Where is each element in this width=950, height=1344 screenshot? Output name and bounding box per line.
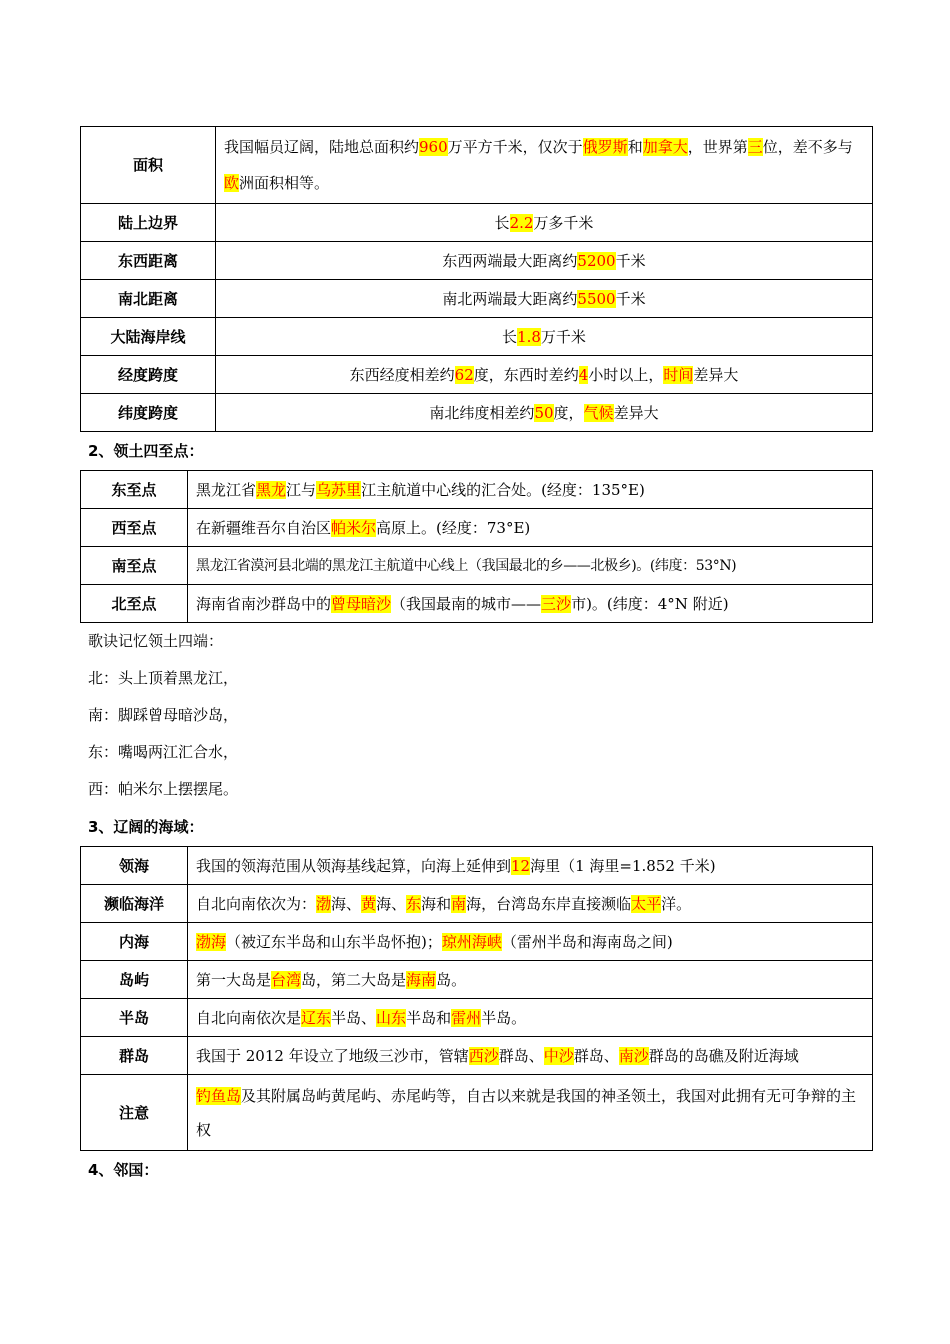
text-segment: 度，东西时差约	[473, 365, 579, 384]
text-segment: 南北两端最大距离约	[442, 289, 578, 308]
row-label: 面积	[81, 127, 216, 204]
table-row	[81, 923, 873, 961]
highlighted-keyword: 三	[747, 138, 763, 156]
text-segment: 长	[502, 327, 518, 346]
row-label: 岛屿	[81, 961, 188, 999]
highlighted-keyword: 加拿大	[642, 138, 688, 156]
text-segment: 我国的领海范围从领海基线起算，向海上延伸到	[196, 856, 512, 875]
text-segment: 第一大岛是	[196, 970, 272, 989]
highlighted-keyword: 50	[534, 403, 554, 422]
section-heading-sea: 3、辽阔的海域：	[88, 818, 204, 836]
row-label: 陆上边界	[81, 204, 216, 242]
text-segment: 群岛、	[573, 1046, 619, 1065]
mnemonic-line: 东：嘴喝两江汇合水，	[88, 743, 239, 761]
highlighted-keyword: 气候	[583, 403, 614, 422]
highlighted-keyword: 西沙	[468, 1046, 499, 1065]
text-segment: 位，差不多与	[762, 138, 853, 156]
text-segment: 海、	[331, 894, 362, 913]
table-row	[81, 1075, 873, 1151]
row-label: 半岛	[81, 999, 188, 1037]
text-segment: 我国幅员辽阔，陆地总面积约	[224, 138, 420, 156]
text-segment: 东西两端最大距离约	[442, 251, 578, 270]
table-row	[81, 280, 873, 318]
highlighted-keyword: 黄	[361, 894, 377, 913]
row-content	[216, 204, 873, 242]
mnemonic-line: 北：头上顶着黑龙江，	[88, 669, 239, 687]
row-label: 群岛	[81, 1037, 188, 1075]
highlighted-keyword: 山东	[376, 1008, 407, 1027]
text-segment: 海里（1 海里=1.852 千米)	[530, 856, 716, 875]
text-segment: 半岛和	[406, 1008, 452, 1027]
row-content	[188, 923, 873, 961]
table-row	[81, 585, 873, 623]
text-segment: 群岛的岛礁及附近海域	[648, 1046, 799, 1065]
highlighted-keyword: 12	[511, 856, 531, 875]
text-segment: （雷州半岛和海南岛之间)	[501, 932, 673, 951]
highlighted-keyword: 南	[451, 894, 467, 913]
text-segment: （被辽东半岛和山东半岛怀抱)；	[226, 932, 442, 951]
highlighted-keyword: 5200	[577, 251, 616, 270]
highlighted-keyword: 琼州海峡	[441, 932, 502, 951]
text-segment: 千米	[615, 289, 646, 308]
highlighted-keyword: 1.8	[517, 327, 541, 346]
text-segment: 海、	[376, 894, 407, 913]
row-content	[188, 547, 873, 585]
text-segment: 东西经度相差约	[349, 365, 455, 384]
row-content	[216, 318, 873, 356]
sea-table	[80, 846, 873, 1151]
text-segment: 江主航道中心线的汇合处。(经度：135°E)	[361, 480, 645, 499]
row-label: 南至点	[81, 547, 188, 585]
row-label: 西至点	[81, 509, 188, 547]
row-content	[188, 999, 873, 1037]
table-row	[81, 885, 873, 923]
text-segment: 和	[627, 138, 643, 156]
row-content	[188, 885, 873, 923]
highlighted-keyword: 渤	[316, 894, 332, 913]
row-content	[188, 471, 873, 509]
row-content	[216, 356, 873, 394]
highlighted-keyword: 2.2	[509, 213, 534, 232]
text-segment: 及其附属岛屿黄尾屿、赤尾屿等，自古以来就是我国的神圣领土，我国对此拥有无可争辩的主权	[196, 1086, 857, 1139]
table-row	[81, 356, 873, 394]
highlighted-keyword: 62	[454, 365, 474, 384]
row-label: 濒临海洋	[81, 885, 188, 923]
row-content	[188, 847, 873, 885]
highlighted-keyword: 5500	[577, 289, 616, 308]
highlighted-keyword: 钓鱼岛	[196, 1086, 242, 1105]
text-segment: 黑龙江省漠河县北端的黑龙江主航道中心线上（我国最北的乡——北极乡)。(纬度：53°N)	[196, 557, 737, 574]
mnemonic-block	[80, 623, 873, 808]
table-row	[81, 242, 873, 280]
table-row	[81, 204, 873, 242]
table-row	[81, 847, 873, 885]
row-label: 南北距离	[81, 280, 216, 318]
text-segment: 差异大	[613, 403, 659, 422]
text-segment: 万千米	[540, 327, 586, 346]
highlighted-keyword: 雷州	[451, 1008, 482, 1027]
mnemonic-line: 南：脚踩曾母暗沙岛，	[88, 706, 239, 724]
text-segment: 洲面积相等。	[239, 174, 330, 192]
text-segment: 小时以上，	[588, 365, 664, 384]
highlighted-keyword: 太平	[631, 894, 662, 913]
highlighted-keyword: 东	[406, 894, 422, 913]
highlighted-keyword: 4	[578, 365, 589, 384]
text-segment: 海，台湾岛东岸直接濒临	[466, 894, 632, 913]
table-row	[81, 961, 873, 999]
row-content	[188, 1075, 873, 1151]
highlighted-keyword: 中沙	[543, 1046, 574, 1065]
row-label: 东至点	[81, 471, 188, 509]
highlighted-keyword: 渤海	[196, 932, 227, 951]
highlighted-keyword: 帕米尔	[331, 518, 377, 537]
text-segment: 海和	[421, 894, 452, 913]
text-segment: 半岛、	[331, 1008, 377, 1027]
row-content	[188, 1037, 873, 1075]
row-content	[188, 961, 873, 999]
row-label: 纬度跨度	[81, 394, 216, 432]
row-label: 领海	[81, 847, 188, 885]
text-segment: 自北向南依次是	[196, 1008, 302, 1027]
highlighted-keyword: 欧	[224, 174, 240, 192]
row-content	[188, 585, 873, 623]
text-segment: 自北向南依次为：	[196, 894, 317, 913]
row-label: 大陆海岸线	[81, 318, 216, 356]
mnemonic-title: 歌诀记忆领土四端：	[88, 632, 224, 650]
text-segment: 我国于 2012 年设立了地级三沙市，管辖	[196, 1046, 469, 1065]
text-segment: ，世界第	[687, 138, 748, 156]
highlighted-keyword: 三沙	[541, 594, 572, 613]
table-row	[81, 999, 873, 1037]
text-segment: 南北纬度相差约	[429, 403, 535, 422]
table-row	[81, 318, 873, 356]
area-table	[80, 126, 873, 432]
text-segment: 江与	[286, 480, 317, 499]
highlighted-keyword: 黑龙	[256, 480, 287, 499]
text-segment: 长	[494, 213, 510, 232]
highlighted-keyword: 乌苏里	[316, 480, 362, 499]
row-label: 注意	[81, 1075, 188, 1151]
text-segment: 万多千米	[533, 213, 594, 232]
text-segment: 在新疆维吾尔自治区	[196, 518, 332, 537]
table-row	[81, 509, 873, 547]
text-segment: 高原上。(经度：73°E)	[376, 518, 531, 537]
row-content	[216, 394, 873, 432]
table-row	[81, 394, 873, 432]
text-segment: （我国最南的城市——	[391, 594, 542, 613]
row-content	[216, 127, 873, 204]
text-segment: 岛，第二大岛是	[301, 970, 407, 989]
document-page	[80, 126, 873, 1189]
highlighted-keyword: 海南	[406, 970, 437, 989]
row-content	[188, 509, 873, 547]
text-segment: 黑龙江省	[196, 480, 257, 499]
highlighted-keyword: 南沙	[618, 1046, 649, 1065]
table-row	[81, 1037, 873, 1075]
text-segment: 千米	[615, 251, 646, 270]
text-segment: 度，	[553, 403, 584, 422]
row-label: 东西距离	[81, 242, 216, 280]
table-row	[81, 547, 873, 585]
extremes-table	[80, 470, 873, 623]
highlighted-keyword: 台湾	[271, 970, 302, 989]
section-heading-neighbors: 4、邻国：	[88, 1161, 159, 1179]
row-content	[216, 280, 873, 318]
row-label: 经度跨度	[81, 356, 216, 394]
mnemonic-line: 西：帕米尔上摆摆尾。	[88, 780, 239, 798]
highlighted-keyword: 960	[419, 138, 448, 156]
highlighted-keyword: 辽东	[301, 1008, 332, 1027]
text-segment: 万平方千米，仅次于	[447, 138, 583, 156]
row-label: 内海	[81, 923, 188, 961]
text-segment: 差异大	[693, 365, 739, 384]
section-heading-extremes: 2、领土四至点：	[88, 442, 204, 460]
table-row	[81, 127, 873, 204]
highlighted-keyword: 曾母暗沙	[331, 594, 392, 613]
text-segment: 岛。	[436, 970, 467, 989]
text-segment: 洋。	[661, 894, 692, 913]
row-label: 北至点	[81, 585, 188, 623]
text-segment: 半岛。	[481, 1008, 527, 1027]
table-row	[81, 471, 873, 509]
text-segment: 海南省南沙群岛中的	[196, 594, 332, 613]
highlighted-keyword: 俄罗斯	[582, 138, 628, 156]
text-segment: 群岛、	[498, 1046, 544, 1065]
highlighted-keyword: 时间	[663, 365, 694, 384]
text-segment: 市)。(纬度：4°N 附近)	[571, 594, 729, 613]
row-content	[216, 242, 873, 280]
